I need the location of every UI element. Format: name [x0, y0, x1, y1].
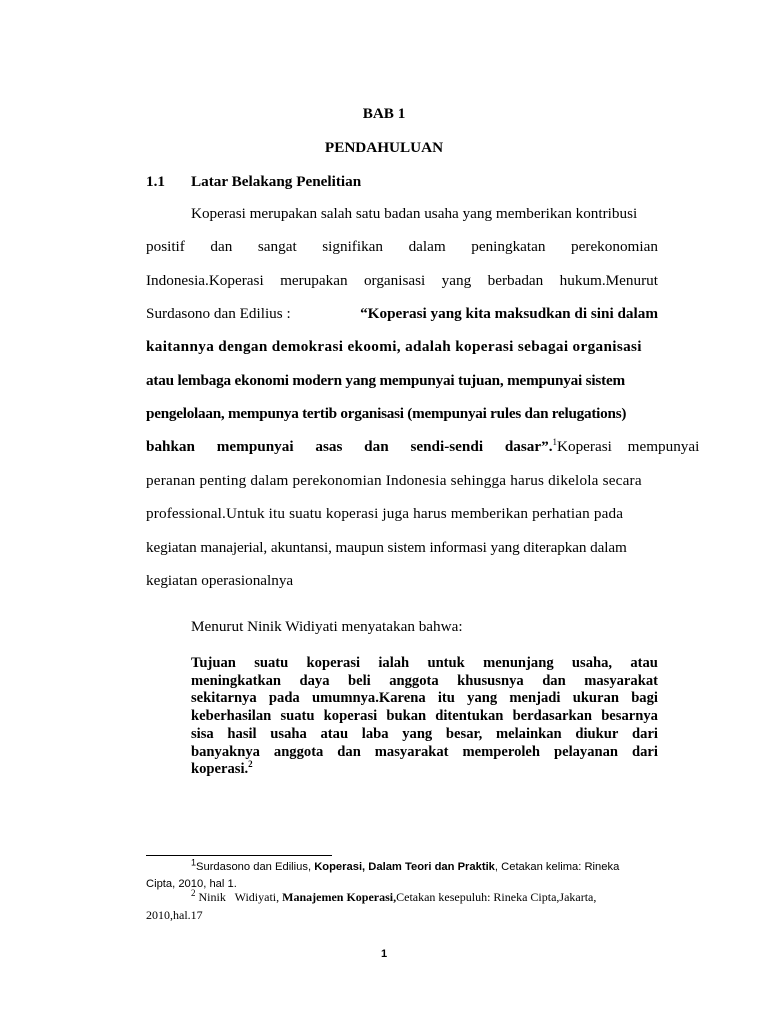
paragraph-word: Indonesia.Koperasi — [146, 272, 264, 289]
footnote-text: Surdasono dan Edilius, — [196, 861, 315, 873]
paragraph-line-justified — [146, 236, 658, 258]
block-quote-word: besarnya — [601, 708, 658, 725]
paragraph-word: peningkatan — [471, 238, 546, 255]
footnote-title: Manajemen Koperasi, — [282, 890, 397, 904]
block-quote-word: daya — [299, 672, 330, 689]
block-quote-word: berdasarkan — [512, 708, 593, 725]
block-quote-text: koperasi. — [191, 761, 249, 778]
block-quote-word: dan — [542, 672, 566, 689]
block-quote-word: atau — [320, 725, 349, 742]
paragraph-word: hukum.Menurut — [559, 272, 658, 289]
paragraph-text: Surdasono dan Edilius : — [146, 305, 291, 322]
block-quote-word: itu — [437, 690, 455, 707]
paragraph-word: merupakan — [280, 272, 348, 289]
block-quote-word: yang — [467, 690, 498, 707]
quote-text-bold: pengelolaan, mempunya tertib organisasi (mempunyai rules dan relugations) — [146, 405, 627, 422]
block-quote-line — [191, 673, 658, 690]
block-quote-line-last — [191, 761, 658, 778]
footnote-text: , Cetakan kelima: Rineka — [494, 861, 620, 873]
block-quote-word: melainkan — [495, 725, 562, 742]
block-quote-word: banyaknya — [191, 743, 260, 760]
block-quote-word: keberhasilan — [191, 708, 272, 725]
paragraph-word: yang — [441, 272, 472, 289]
block-quote-word: bukan — [386, 708, 427, 725]
block-quote-line — [191, 726, 658, 743]
block-quote-word: suatu — [254, 655, 289, 671]
footnote-text: Ninik Widiyati, — [198, 890, 283, 904]
block-quote-word: bagi — [631, 690, 658, 707]
block-quote-word: koperasi — [323, 708, 378, 725]
paragraph-line: professional.Untuk itu suatu koperasi juga harus memberikan perhatian pada — [146, 505, 624, 522]
quote-text-bold: atau lembaga ekonomi modern yang mempunyai tujuan, mempunyai sistem — [146, 372, 625, 389]
paragraph-word: signifikan — [322, 238, 384, 255]
footnote-text: Cetakan kesepuluh: Rineka Cipta,Jakarta, — [396, 890, 597, 904]
block-quote-word: khususnya — [457, 672, 524, 689]
block-quote-word: pada — [268, 690, 300, 707]
quote-text-bold: bahkan mempunyai asas dan sendi-sendi dasar”. — [146, 438, 553, 455]
block-quote-word: menunjang — [483, 655, 554, 671]
block-quote-word: koperasi — [306, 655, 361, 671]
block-quote-word: sisa — [191, 725, 214, 742]
block-quote-word: atau — [630, 655, 658, 671]
chapter-title: PENDAHULUAN — [324, 139, 444, 156]
section-title: Latar Belakang Penelitian — [191, 173, 362, 190]
block-quote-line — [191, 744, 658, 761]
block-quote-word: dari — [631, 743, 658, 760]
paragraph-line — [146, 436, 700, 458]
block-quote-word: usaha, — [571, 655, 613, 671]
paragraph-word: sangat — [257, 238, 297, 255]
paragraph-word: dan — [210, 238, 233, 255]
paragraph-word: perekonomian — [571, 238, 658, 255]
quote-intro: Menurut Ninik Widiyati menyatakan bahwa: — [191, 618, 463, 635]
footnote-number: 1 — [191, 857, 197, 868]
block-quote-line — [191, 655, 658, 672]
section-number: 1.1 — [146, 173, 165, 190]
paragraph-line-justified — [146, 270, 658, 292]
block-quote-word: memperoleh — [462, 743, 541, 760]
block-quote-word: masyarakat — [584, 672, 658, 689]
quote-text-bold: “Koperasi yang kita maksudkan di sini dalam — [360, 305, 658, 322]
block-quote-word: beli — [348, 672, 371, 689]
block-quote-word: anggota — [273, 743, 324, 760]
paragraph-word: organisasi — [363, 272, 426, 289]
chapter-label: BAB 1 — [362, 105, 406, 122]
footnote-1-cont: Cipta, 2010, hal 1. — [146, 878, 237, 890]
block-quote-word: anggota — [389, 672, 439, 689]
footnote-title: Koperasi, Dalam Teori dan Praktik — [314, 861, 495, 873]
paragraph-text: Koperasi mempunyai — [557, 438, 700, 455]
paragraph-line: peranan penting dalam perekonomian Indonesia sehingga harus dikelola secara — [146, 472, 642, 489]
paragraph-line — [146, 303, 658, 325]
block-quote-word: masyarakat — [374, 743, 449, 760]
block-quote-word: besar, — [445, 725, 483, 742]
page-number: 1 — [380, 948, 388, 960]
footnote-divider — [146, 855, 332, 856]
footnote-number: 2 — [191, 888, 196, 898]
footnote-2 — [191, 890, 596, 905]
footnote-ref-1[interactable]: 1 — [552, 436, 558, 447]
block-quote-word: pelayanan — [553, 743, 619, 760]
block-quote-word: dari — [632, 725, 658, 742]
block-quote-word: meningkatkan — [191, 672, 282, 689]
quote-text-bold: kaitannya dengan demokrasi ekoomi, adalah koperasi sebagai organisasi — [146, 338, 642, 355]
block-quote-word: menjadi — [509, 690, 561, 707]
paragraph-line: Koperasi merupakan salah satu badan usaha yang memberikan kontribusi — [191, 205, 638, 222]
footnote-1 — [191, 857, 620, 873]
block-quote-word: usaha — [270, 725, 307, 742]
block-quote-word: hasil — [227, 725, 257, 742]
block-quote-word: umumnya.Karena — [311, 690, 426, 707]
footnote-2-cont: 2010,hal.17 — [146, 908, 203, 922]
block-quote-word: laba — [361, 725, 389, 742]
paragraph-line: kegiatan manajerial, akuntansi, maupun sistem informasi yang diterapkan dalam — [146, 539, 627, 556]
block-quote-line — [191, 690, 658, 707]
block-quote-line — [191, 708, 658, 725]
block-quote-word: diukur — [575, 725, 619, 742]
block-quote-word: ukuran — [572, 690, 619, 707]
paragraph-line: kegiatan operasionalnya — [146, 572, 294, 589]
paragraph-word: positif — [146, 238, 185, 255]
block-quote-word: dan — [337, 743, 361, 760]
paragraph-word: berbadan — [487, 272, 544, 289]
footnote-ref-2[interactable]: 2 — [248, 759, 253, 770]
block-quote-word: Tujuan — [191, 655, 236, 671]
block-quote-word: ialah — [378, 655, 410, 671]
block-quote-word: untuk — [427, 655, 465, 671]
block-quote-word: yang — [402, 725, 433, 742]
block-quote-word: suatu — [280, 708, 315, 725]
block-quote-word: sekitarnya — [191, 690, 257, 707]
block-quote-word: ditentukan — [435, 708, 504, 725]
paragraph-word: dalam — [408, 238, 446, 255]
